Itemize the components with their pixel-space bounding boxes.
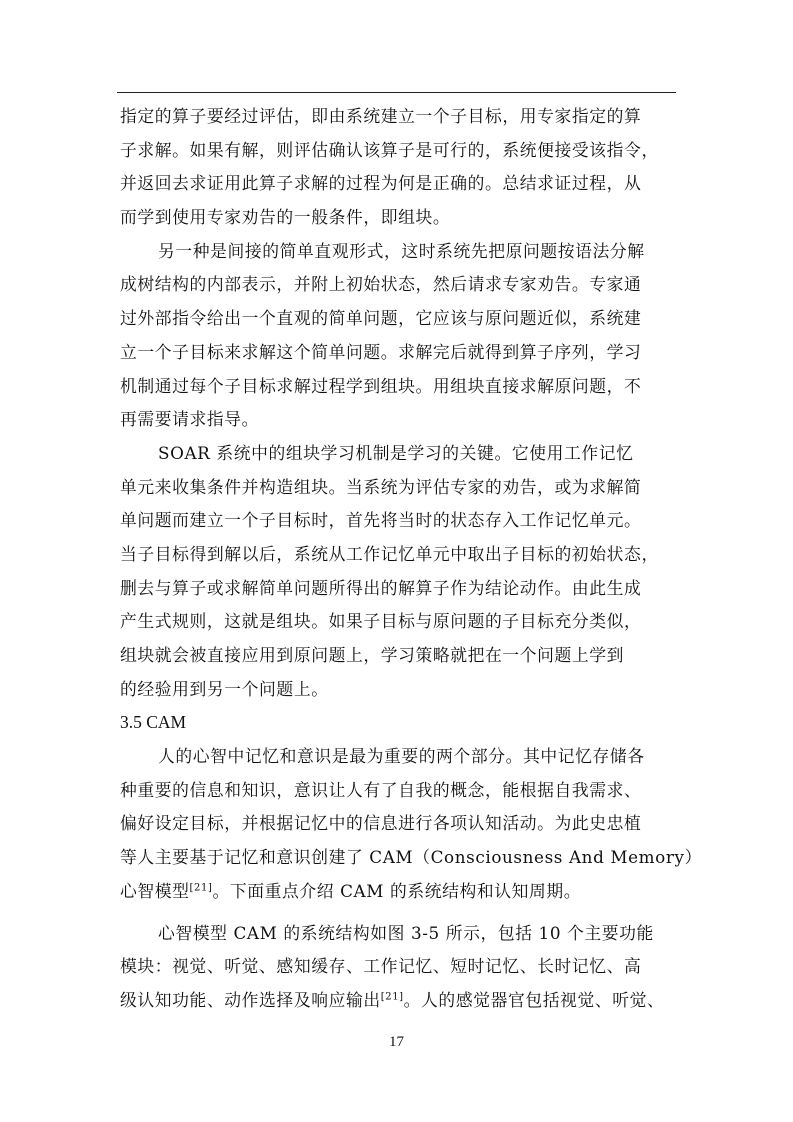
paragraph-1 [120, 100, 678, 235]
paragraph-2 [120, 235, 678, 437]
text-line: 过外部指令给出一个直观的简单问题，它应该与原问题近似，系统建 [120, 308, 642, 329]
text-span: 心智模型 [120, 880, 190, 901]
text-line: 组块就会被直接应用到原问题上，学习策略就把在一个问题上学到 [120, 645, 625, 665]
text-line [120, 875, 678, 909]
paragraph-5 [120, 917, 678, 1018]
text-line: 种重要的信息和知识，意识让人有了自我的概念，能根据自我需求、 [120, 779, 642, 800]
text-line: 人的心智中记忆和意识是最为重要的两个部分。其中记忆存储各 [158, 746, 645, 767]
text-line: 单问题而建立一个子目标时，首先将当时的状态存入工作记忆单元。 [120, 510, 642, 531]
text-line: 成树结构的内部表示，并附上初始状态，然后请求专家劝告。专家通 [120, 274, 642, 295]
text-line: 当子目标得到解以后，系统从工作记忆单元中取出子目标的初始状态， [120, 543, 659, 564]
text-line: 指定的算子要经过评估，即由系统建立一个子目标，用专家指定的算 [120, 106, 642, 126]
paragraph-4 [120, 740, 702, 908]
text-line: 心智模型 CAM 的系统结构如图 3-5 所示，包括 10 个主要功能 [158, 922, 654, 943]
text-span: 。下面重点介绍 CAM 的系统结构和认知周期。 [212, 880, 582, 901]
text-line: 等人主要基于记忆和意识创建了 CAM（Consciousness And Memory） [120, 847, 702, 868]
text-line: 并返回去求证用此算子求解的过程为何是正确的。总结求证过程，从 [120, 173, 642, 194]
text-line: 子求解。如果有解，则评估确认该算子是可行的，系统便接受该指令， [120, 139, 659, 160]
text-span: 级认知功能、动作选择及响应输出 [120, 989, 381, 1010]
text-line: 产生式规则，这就是组块。如果子目标与原问题的子目标充分类似， [120, 611, 642, 632]
text-line: 单元来收集条件并构造组块。当系统为评估专家的劝告，或为求解简 [120, 476, 642, 497]
text-line: 立一个子目标来求解这个简单问题。求解完后就得到算子序列，学习 [120, 341, 642, 362]
text-line: 模块：视觉、听觉、感知缓存、工作记忆、短时记忆、长时记忆、高 [120, 956, 642, 977]
text-line: 再需要请求指导。 [120, 409, 260, 430]
text-line: 另一种是间接的简单直观形式，这时系统先把原问题按语法分解 [158, 240, 645, 261]
text-span: 。人的感觉器官包括视觉、听觉、 [403, 989, 665, 1010]
text-line: 的经验用到另一个问题上。 [120, 678, 329, 699]
page-body [120, 100, 702, 1018]
page-number: 17 [389, 1034, 404, 1050]
paragraph-gap [120, 909, 678, 917]
text-line: 而学到使用专家劝告的一般条件，即组块。 [120, 207, 451, 228]
text-line: 偏好设定目标，并根据记忆中的信息进行各项认知活动。为此史忠植 [120, 813, 642, 834]
text-line: 机制通过每个子目标求解过程学到组块。用组块直接求解原问题，不 [120, 375, 642, 396]
text-line [120, 984, 678, 1018]
citation-ref: [21] [380, 991, 404, 1003]
text-line: SOAR 系统中的组块学习机制是学习的关键。它使用工作记忆 [158, 442, 634, 463]
header-rule [117, 92, 676, 93]
text-line: 删去与算子或求解简单问题所得出的解算子作为结论动作。由此生成 [120, 577, 642, 598]
paragraph-3 [120, 437, 678, 707]
section-heading: 3.5 CAM [120, 712, 187, 733]
citation-ref: [21] [189, 882, 213, 894]
